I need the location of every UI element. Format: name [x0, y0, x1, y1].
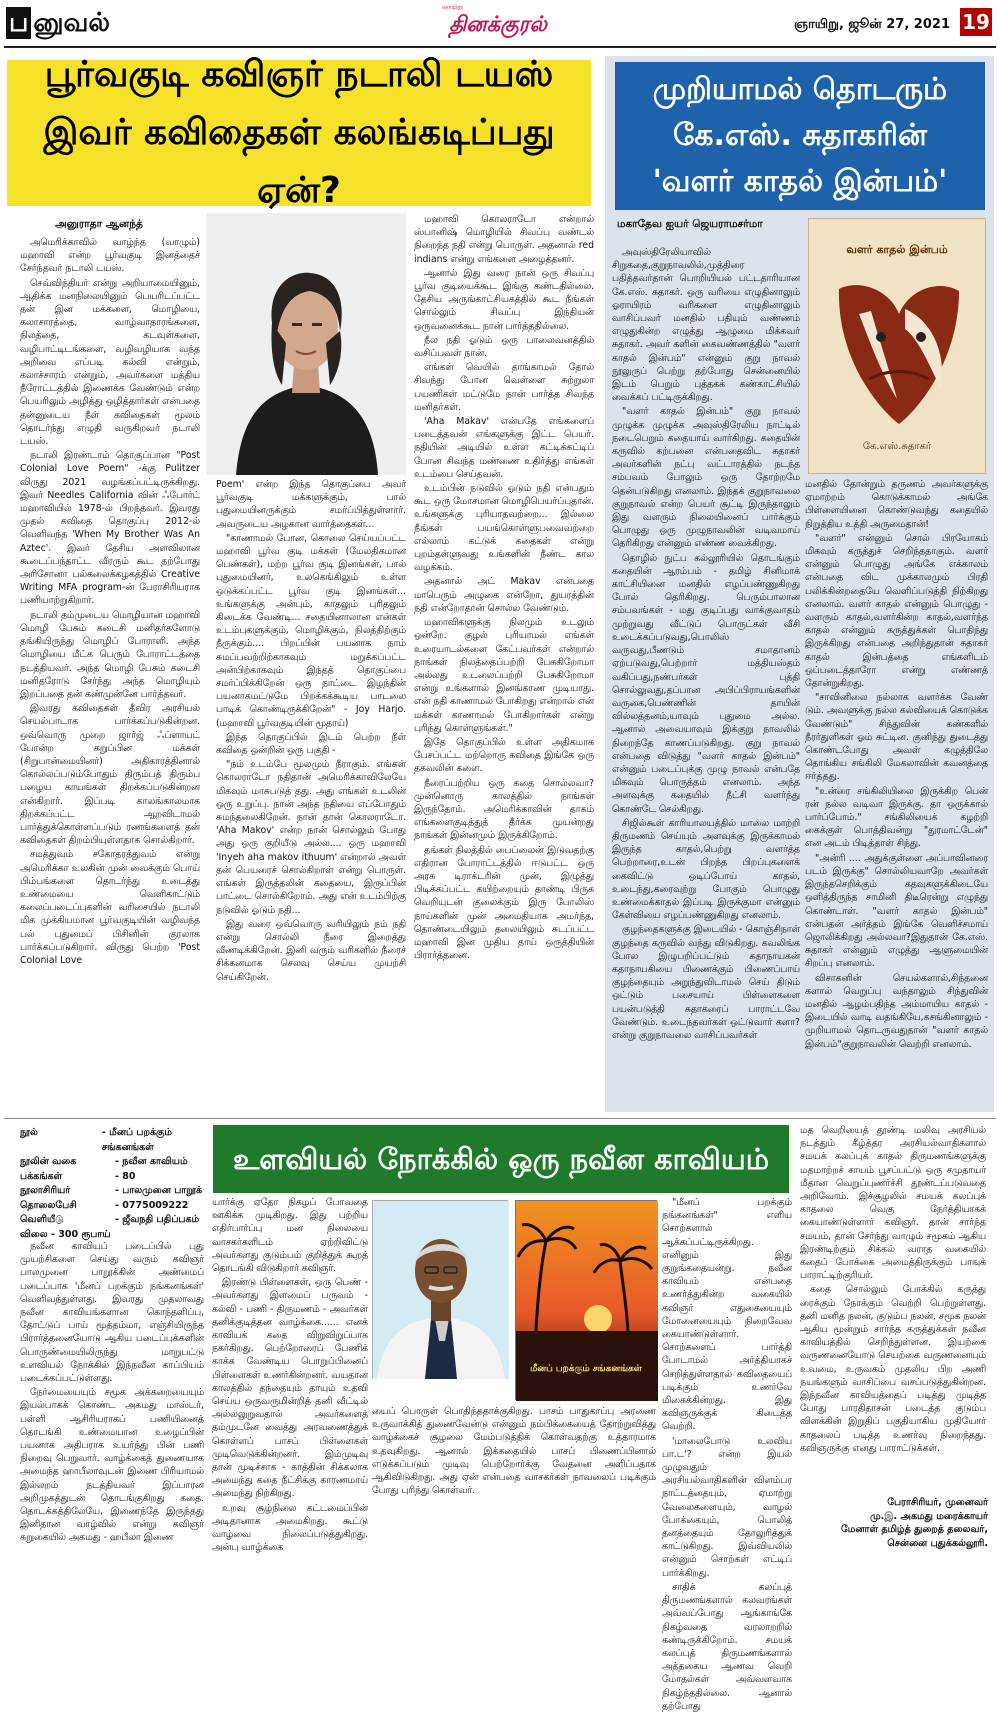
paragraph: சமத்துவம் சகோதரத்துவம் என்று அமெரிக்கா உலகின் முன் வைக்கும் பொய் பிம்பங்களை தொடர்ந்து உடைத்து உண்மையை வெளிகாட்டும் கலைப்படைப்புகளின் வரிசையில் நடாலி மிக முக்கியமான பூர்வகுடியின் வழிவந்த பல் புதுமைப் பிசினின் குரலாக பார்க்கப்படுகிறார். விருது பெற்ற 'Post Colonial Love — [20, 849, 200, 966]
paragraph: உடம்பின் நடுவில் ஓடும் நதி என்பதும் கூட ஒரு மோசமான மொழிபெயர்ப்புதான். உங்களுக்கு புரியாதவற்றை... இல்லை நீங்கள் பயங்கொள்ளுபவைவற்றை எல்லாம் கட்டுக் கதைகள் என்று புறம்தள்ளுவது உங்களின் நீண்ட கால வழக்கம். — [414, 483, 594, 574]
right-headline-line3: 'வளர் காதல் இன்பம்' — [652, 164, 948, 199]
book-info-value: - 80 — [115, 1170, 136, 1182]
paragraph: இந்த தொகுப்பில் இடம் பெற்ற நீள் கவிதை ஒன்றின் ஒரு பகுதி - — [216, 731, 406, 757]
left-article-col3 — [414, 213, 594, 1113]
book-cover — [808, 218, 986, 474]
right-article-col2 — [805, 478, 988, 1104]
paragraph: ஆனால் இது வரை நான் ஒரு சிவப்பு பூர்வ குடியைக்கூட இங்கு கண்டதில்லை. தேசிய அருங்காட்சியகத்தில் கூட நீங்கள் சொல்லும் சிவப்பு இந்தியன் ஒருவனைக்கூட நான் பார்த்ததில்லை. — [414, 267, 594, 332]
bottom-book-cover-title: மீனப் பறக்கும் சங்கனங்கள் — [530, 1364, 642, 1374]
paragraph: 'மாலைபோடு உலவிய பா.ட'? என்ற இயல் முழுவதும் அரசியல்வாதிகளின் விளம்பர நாட்டத்தையும், ஏமாற்று வேலைகளையும், வாழல் போக்கையும், பொலித் தனத்தையும் தோலுரித்துக் காட்டுகிறது. இவ்வியலில் என்னும் சொற்கள் எட்டிப் பார்க்கிறது. — [662, 1435, 792, 1579]
signature-line: பேராசிரியர், முனைவர் — [887, 1497, 988, 1508]
paragraph: கதை சொல்லும் போக்கில் கருத்து ரைக்கும் நோக்கும் வெற்றி பெற்றுள்ளது. தனி மனித நலன், குடும்ப நலன், சமூக நலன் ஆகிய மூன்றும் சார்ந்த கருத்துக்கள் நவீன காவியத்தில் செறிந்துள்ளன. இயற்கை வருணனையோடு செயற்கை வருணனையும் உவமை, உருவகம் முதலிய பிற அணி நயங்களும் வாசிப்பை வசப்படுத்துகின்றன. இந்நவீன காவியத்தைப் படித்து முடித்த போது பாரதிதாசன் படைத்த குடும்ப விளக்கின் இறுதிப் பகுதியாகிய முதியோர் காதலைப் படித்த உணர்வு நிறைந்தது. கவிஞருக்கு எனது பாராட்டுக்கள். — [800, 1284, 986, 1454]
paragraph: தொழில் நுட்ப கல்லூரியில் தொடங்கும் கதையின் ஆரம்பம் - தமிழ் சினிமாக் காட்சியினை மனதில் எழப்பண்ணுகிறது போல் தெரிகிறது. பெரும்பாலான சம்பவங்கள் - மது குடிப்பது வாக்குவாதம் முற்றுவது வீட்டுப் பொருட்கள் வீசி உடைக்கப்படுவது,பொலிஸ் வருவது,பீணடும் சமாதானம் ஏற்படுவது,பெற்றார் மத்தியஸ்தம் வகிப்பது,நண்பர்கள் புத்தி சொல்லுவது,தப்பான அபிப்பிராயங்களின் வருகை,பெண்ணின் தாயின் வில்லத்தனம்,யாவும் புதுமை அல்ல. ஆனால் அவையாவும் இக்குறு நாவலில் நிறைந்தே காணப்படுகிறது. குறு நாவல் என்பதை விடுத்து "வளர் காதல் இன்பம்" என்னும் படைப்புக்கு முழு நாவல் என்பதே மிகவும் பொருத்தம் எனலாம். அந்த அளவுக்கு கதையில் நீட்சி வளர்ந்து கொண்டே செல்கிறது. — [612, 552, 800, 815]
bottom-article-col2 — [212, 1196, 368, 1552]
reviewer-signature — [808, 1496, 988, 1550]
left-article-col1 — [20, 236, 200, 1156]
paragraph: நடாலி தம்முடைய மொழியான மஹாவி மொழி பேசும் கடைசி மனிதர்களோடு தங்கியிருந்து மொழிப் போராளி. அந்த மொழியை மீட்க பெரும் போராட்டத்தை நடத்தியவர். அந்த மொழி பேசும் கடைசி மனிதரோடு சேர்ந்து அந்த மொழியும் இறப்பதை தன் கண்முன்னே பார்த்தவர். — [20, 609, 200, 700]
book-info-value: - நவீன காவியம் — [115, 1156, 188, 1167]
paragraph: நீரைப்பற்றிய ஒரு கதை சொல்லவா? முன்னொரு காலத்தில் நாங்கள் இருந்தோம். அமெரிக்காவின் தாகம் எங்களைகுடித்துத் தீர்க்க முயன்றது நாங்கள் இன்னமும் இருக்கிறோம். — [414, 777, 594, 842]
bottom-article-col3 — [372, 1405, 656, 1552]
book-info-key: நூலின் வகை — [20, 1156, 77, 1167]
paragraph: மஹாவி கொலராடோ என்றால் ஸ்பானிஷ் மொழியில் சிவப்பு வண்டல் நிறைந்த நதி என்று பொருள். அதனால் red indians என்று எங்களை அழைத்தனர். — [414, 214, 594, 265]
paragraph: இதே தொகுப்பில் உள்ள அதிகமாக பேசப்பட்ட மற்றொரு கவிதை இங்கே ஒரு தகவலின் களை. — [414, 736, 594, 775]
book-info-key: பக்கங்கள் — [20, 1170, 63, 1182]
book-info-key: வெளியீடு — [20, 1214, 64, 1225]
bottom-headline-text: உளவியல் நோக்கில் ஒரு நவீன காவியம் — [232, 1142, 770, 1176]
paragraph: இரண்டு பிள்ளைகள், ஒரு பெண் - அவர்களது இளமைப் பருவம் - கல்வி - பணி - திருமணம் - அவர்கள் தனிக்குடித்தன வாழ்க்கை...... எனக் காவியக் கதை விறுவிறுப்பாக நகர்கிறது. பெற்றோரைப் பேணிக் காக்க வேண்டிய பொறுப்பினைப் பிள்ளைகள் உணர்கின்றனர். வயதான காலத்தில் தந்தையும் தாயும் உதவி செய்ய ஒருவருமின்றித் தனி வீட்டில் அல்லலுறுவதால் அவர்களைத் தம்முடனே வைத்து அரவணைத்துக் கொள்ளப் பாசப் பிள்ளைகள் முடிவெடுக்கின்றனர். இம்முடிவு தான் முடிச்சாக - காத்தின் சிக்கலாக அமைந்து கதை நீட்சிக்கு காரணமாய் அமைந்து நிற்கிறது. — [212, 1277, 369, 1500]
paragraph: நீல நதி ஓடும் ஒரு பாலைவனத்தில் வசிப்பவள் நான். — [414, 334, 594, 360]
paragraph: நேர்மையையும் சமூக அக்கறையையும் இயல்பாகக் கொண்ட அகமது மாஸ்டர், பள்ளி ஆசிரியராகப் பணியினைத் தொடங்கி உண்மையான உழைப்பின் பயனாக அதிபராக உயர்ந்து பின் பணி நிறைவு பெறுவார். வாழ்க்கைத் துணையாக அமைந்த ஹாபீலாவுடன் இணை பிரியாமல் இல்லறம் நடத்தியவர் இப்பாரன அறிமுகத்துடன் தொடங்குகிறது கதை. தொடக்கத்திலேயே, இணைந்தே இருந்தது இனிதான வாழ்வில் என்று கவிஞர் சுறுகையில் அகமது - ஹபீலா இணை — [20, 1387, 204, 1544]
book-info-row — [20, 1213, 210, 1228]
book-info-value: - பாலமுனை பாறூக் — [115, 1185, 203, 1196]
right-headline-line1: முறியாமல் தொடரும் — [652, 72, 948, 107]
paragraph: மனதில் தோன்றும் தருணம் அவர்களுக்கு ஏமாற்றம் கொடுக்காமல் அங்கே பிள்ளையினை கொண்டுவந்து கதையில் நிறுத்திய உத்தி அருமைதான்! — [805, 479, 988, 530]
left-headline-line1: பூர்வகுடி கவிஞர் நடாலி டயஸ் — [44, 54, 554, 95]
section-divider — [4, 1118, 996, 1119]
left-headline — [7, 54, 591, 211]
book-info-key: விலை - 300 ரூபாய் — [20, 1228, 111, 1240]
section-title — [6, 5, 110, 41]
paragraph: சிஜில்கூள் காரியாலயத்தில் மாலை மாற்றி திருமணம் செய்யும் அளவுக்கு இருக்காமல் இருந்த காதல்,பெற்று வளர்த்த பெற்றாரை,உடன் பிறந்த பிறப்புகளைக் கைவிட்டு ஒடிப்போய் காதல், உடைந்து,கரைவுற்று போகும் பொழுது உண்மைக்காதல் இப்படி இருக்குமா என்னும் கேள்வியை எழப்பண்ணுகிறது எனலாம். — [612, 817, 800, 922]
page-number: 19 — [960, 8, 992, 36]
author-photo — [372, 1200, 508, 1378]
book-info-row — [20, 1184, 210, 1199]
author-portrait-illustration — [373, 1201, 509, 1379]
book-info-key: நூல் — [20, 1127, 38, 1138]
left-article-col2 — [216, 478, 406, 1113]
paragraph: குழந்தைகளுக்கு இடையில் - கொஞ்சிநாள் குழந்தை கருவில் வந்து விடுகிறது. கவலிங்க போல இழுபறிப்பட்டும் கதாநாயகன் கதாநாயகியை பிணைக்கும் பிணைப்பாய் குழந்தையும் அறுந்துவிடாமல் செய் திடும் ஒட்டும் பசையாய் பிள்ளைகளை பயன்படுத்தி சுதாகரைப் பாராட்டவே வேண்டும். உடைந்தவர்கள் ஒட்டுவார் களா?என்று குறுநாவலை வாசிப்பவர்கள் — [612, 924, 800, 1041]
bottom-article-col5 — [800, 1124, 986, 1492]
right-article-col1 — [612, 246, 800, 1104]
paragraph: "மீனப் பறக்கும் நங்கனங்கள்" எளிய சொற்களால் ஆக்கப்பட்டிருக்கிறது. எனினும் இது குறுங்கதையன்று. நவீன காவியம் என்பதை உணர்த்துகின்ற வகையில் கவிஞர் எதுகையையும் மோனையையும் நிறைவேவ கையாண்டுள்ளார். சொற்களைப் பார்த்தி போடாமல் அர்த்தியாகச் செறித்துள்ளதால் கவிதையைப் படிக்கும் உணர்வே மிகைக்கின்றது. இது கவிஞருக்குக் கிடைத்த வெற்றி. — [662, 1197, 792, 1433]
paragraph: "காணாமல் போன, கொலை செய்யப்பட்ட மஹாவி பூர்வ குடி மக்கள் (மேலதிகமான பெண்கள்), மற்ற பூர்வ குடி இனங்கள், பால் புதுமையினர், உலகெங்கிலும் உள்ள ஒடுக்கப்பட்ட பூர்வ குடி இனங்கள்... உங்களுக்கு அன்பும், காதலும் புரிதலும் கிடைக்க வேண்டி... சதையினாலான என்கள் உடம்புகளுக்கும், மொழிக்கும், நிலத்திற்கும் நீருக்கும்.... பிறப்பின் பயனாக நாம் சுமப்பவற்றிற்காகவும் மறுக்கப்பட்ட அன்பிற்காகவும் இந்தத் தொகுப்பை சமர்ப்பிக்கிறேன் ஒரு நாட்டை இழந்தின் பயனாகமட்டுமே பிறக்கக்கூடிய பாடலை பாடிக் கொண்டிருக்கிறேன்" - Joy Harjo. (மஹாவி பூர்வகுடியின் மூதாய்) — [216, 532, 406, 729]
right-headline-line2: கே.எஸ். சுதாகரின் — [672, 118, 928, 153]
book-info-row — [20, 1155, 210, 1170]
newspaper-logo-name: தினக்குரல் — [449, 11, 547, 36]
book-info-box — [20, 1126, 210, 1240]
section-title-rest: னுவல் — [33, 8, 110, 38]
bottom-article-col4 — [662, 1196, 792, 1712]
paragraph: சாதிக் கலப்புத் திருமணங்களால் கலவரங்கள் அவ்வப்போது ஆங்காங்கே நிகழ்வதை வரலாறறில் கண்டிருக்கிறோம். சமயக் கலப்புத் திருமணங்களால் அத்தகைய ஆணவ வெறி மோதல்கள் அவ்வளவாக நிகழ்ந்ததில்லை. ஆனால் தற்போது — [662, 1581, 792, 1712]
book-info-row — [20, 1199, 210, 1214]
paragraph: விசாகனின் செயல்களால்,சிந்தனை களால் வெறுப்பு வந்தாலும் சிந்துவின் மனதில் ஆழம்பதிந்த அம்மாயிய காதல் - இடையில் வாடி வதங்கியே,கசங்கினாலும் - முறியாமல் தொடருவதுதான் "வளர் காதல் இன்பம்"குறுநாவலின் வெற்றி எனலாம். — [805, 972, 988, 1050]
section-title-mark: ப — [6, 7, 31, 39]
book-info-value: - 0775009222 — [115, 1199, 189, 1211]
paragraph: அதனால் அட் Makav என்பதை மாபெரும் அழுகை என்றோ, துயரத்தின் நதி என்றோதான் சொல்ல வேண்டும். — [414, 576, 594, 614]
left-headline-line2: இவர் கவிதைகள் கலங்கடிப்பது ஏன்? — [43, 112, 555, 211]
paragraph: யைப் பொருள் பொதிந்ததாக்குகிறது. பாசம் பாதுகாப்பு அரணை உருவாக்கித் துணைவேன்டு என்னும் நம்பிக்கையைத் தோற்றுவித்து வாழ்க்கைச் சூழலை மேம்படுத்திக் கொள்வதற்கு உத்தாரமாக உதவுகிறது. ஆனால் இக்கதையில் பாசப் பிணைப்பினால் எடுக்கப்படும் முடிவு பெற்றோர்க்கு வேதனை அளிப்பதாக ஆகிவிடுகிறது. அது ஏன் என்பதை வாசகர்கள் நாவலைப் படிக்கும் போது புரிந்து கொள்வர். — [372, 1406, 656, 1497]
newspaper-logo-small: ஞாயிறு — [442, 4, 463, 11]
paragraph: அமெரிக்காவில் வாழ்ந்த (வாழும்) மஹாவி என்ற பூர்வகுடி இனத்தைச் சேர்ந்தவர் நடாலி டயஸ். — [20, 237, 200, 275]
signature-line: சென்னை புதுக்கல்லூரி. — [887, 1537, 988, 1549]
paragraph: "வளர் காதல் இன்பம்" குறு நாவல் முழுக்க முழுக்க அவுஸ்திரேலிய நாட்டில் நடைபெறும் கதையாய் வார்கிறது. கதையின் கருவில் கற்பனை என்பதைவிட சுதாகர் அவர்களின் நட்பு வட்டாரத்தில் நடந்த சம்பவம் போலும் ஒரு தோற்றமே தென்படுகிறது எனலாம். இந்தக் குறுநாவலை குறுநாவல் என்ற பெயர் சூட்டி இருந்தாலும் இது வளரும் நிலையினைப் பார்க்கும் பொழுது ஒரு முழுநாவலின் வடிவமாய் தெரிகிறது என்னும் எண்ண வைக்கிறது. — [612, 406, 800, 550]
bottom-book-cover — [515, 1200, 657, 1400]
right-byline: மகாதேவ ஐயர் ஜெயராமசர்மா — [617, 218, 763, 230]
paragraph: எங்கள் வெயில் தாங்காமல் தோல் சிவந்து போன வெள்ளை சுற்றுலா பயணிகள் மட்டுமே நான் பார்த்த சிவந்த மனிதர்கள். — [414, 362, 594, 413]
signature-line: மேனாள் தமிழ்த் துறைத் தலைவர், — [840, 1524, 988, 1535]
book-info-row — [20, 1170, 210, 1185]
paragraph: "வளர்" என்னும் சொல் பிரயோகம் மிகவும் கருத்துச் செறிந்ததாகும். வளர் என்னும் பொழுது அங்கே எக்காலம் என்பதை விட முக்காலமும் பிரதி பலிக்கின்றதையே வெளிப்படுத்தி நிற்கிறது எனலாம். வளர் காதல் என்னும் பொழுது - வளரும் காதல்,வளர்கின்ற காதல்,வளர்ந்த காதல் என்னும் கருத்துக்கள் பொதிந்து இருக்கிறது என்பதை அறிந்துதான் சுதாகர் காதல் இன்பத்தை எங்களிடம் ஒப்படைத்தாரோ என்று எண்ணத் தோன்றுகிறது. — [805, 532, 988, 690]
paragraph: யார்க்கு ஏதோ நிகழப் போவதை ஊகிக்க முடிகிறது. இது பற்றிய எதிர்பார்ப்பு மன நிலையை வாசகர்களிடம் ஏற்றிவிட்டு அவர்களது குடும்பம் குறித்துக் கூறத் தொடங்கி விடுகிறார் கவிஞர். — [212, 1197, 368, 1275]
book-cover-author: கே.எஸ்.சுதாகர் — [862, 441, 932, 452]
book-info-key: தொலைபேசி — [20, 1199, 77, 1211]
left-byline: அனுராதா ஆனந்த் — [55, 218, 143, 230]
paragraph: உறவு சூழ்நிலை கட்டமைப்பின் அடிதானாக அமைகிறது. கூட்டு வாழ்வை நிலைப்படுத்துகிறது. அன்பு வாழ்க்கை — [212, 1502, 368, 1554]
paragraph: "நம் உடம்பே மூலமும் நீராகும். எங்கள் கொலராடோ நதிதான் அமெரிக்காவிலேயே மிகவும் மாசுபடுத் தது. அது எங்கள் உடலின் ஒரு உறுப்பு. நான் அந்த நதியை எப்போதும் சுமந்தலைகிறேன். நான் தான் கொலராடோ. 'Aha Makov' என்ற நான் சொல்லும் போது அது ஒரு குறியீடு அல்ல.... ஒரு மஹாவி 'Inyeh aha makov ithuum' என்றால் அவள் தன் பெயரைச் சொல்கிறாள் என்று பொருள். எங்கள் இருத்தலின் கதையை, இருப்பின் பாட்டை சொல்கிறோம். அது என் உடம்பிற்கு நடுவில் ஓடும் நதி... — [216, 759, 406, 916]
paragraph: அவுஸ்திரேலியாவில் சிறுகதை,குறுநாவலில்,முத்திரை பதித்தவர்தான் பொறியியல் பட்டதாரியான கே.எஸ். சுதாகர். ஒரு வரியை எழுதினாலும் ஓராயிரம் வரிகளை எழுதினாலும் வாசிப்பவர் மனதில் பதியும் வண்ணம் எழுதுகின்ற எழுத்து ஆழுமை மிக்கவர் சுதாகர். அவர் களின் கைவண்ணத்தில் "வளர் காதல் இன்பம்" என்னும் குறு நாவல் நூலுருப் பெற்று தற்போது சென்னையில் இடம் பெறும் புத்தகக் கண்காட்சியில் வைக்கப் பட்டிருக்கிறது. — [612, 247, 800, 404]
poet-portrait-illustration — [206, 213, 406, 475]
paragraph: Poem' என்ற இந்த தொகுப்பை அவர் பூர்வகுடி மக்களுக்கும், பால் புதுமையினருக்கும் சமர்ப்பித்துள்ளார். அவருடைய அழகான வார்த்தைகள்... — [216, 479, 406, 530]
book-info-row — [20, 1126, 210, 1155]
paragraph: செவ்விந்தியர் என்று அறியாமையினும், ஆதிக்க மனநிலையினும் பெயரிடப்பட்ட தன் இன மக்களை, மொழியை, கலாசாரத்தை, வாழ்வாதாரங்களை, நிலத்தை, கடவுள்களை, வழிபாட்டிடங்களை, வழிவழியாக வந்த அறிவை எப்படி கல்வி என்றும், கலாச்சாரம் என்றும், அவர்களை மத்திய நீரோட்டத்தில் இணைக்க வேண்டும் என்ற பெயரிலும் அழித்து ஒழித்தார்கள் என்பதை தன்னுடைய நீள் கவிதைகள் மூலம் தொடர்ந்து எழுதி வருகிறவர் நடாலி டயஸ். — [20, 277, 200, 448]
paragraph: தங்கள் நிலத்தில் பைப்லைன் இடுவதற்கு எதிரான போராட்டத்தில் ஈடுபட்ட ஒரு அரசு டிராக்டரின் முன், இழுத்து பிடிக்கப்பட்ட கயிற்றையும் தாண்டி பிருக வெறியுடன் குலைக்கும் இரு போலிஸ் நாய்களின் முன் அமைதியாக அமர்ந்த, தொண்டையிலும் தலையிலும் சுடப்பட்ட மஹாவி இன முதிய தாய் ஒருத்தியின் பிரார்த்தனை. — [414, 844, 594, 962]
paragraph: மஹாவிகளுக்கு நிலமும் உடலும் ஒன்றே. குழல் புரியாமல் எங்கள் உரையாடல்களை கேட்பவர்கள் என்றால் நாங்கள் நிலத்தைப்பற்றி பேசுகிறோமா அல்லது உடலைப்பற்றி பேசுகிறோமா என்று உங்களால் இனங்காண முடியாது. என் நதி காணாமல் போகிறது என்றால் என் மக்கள் காணாமல் போகிறார்கள் என்று புரிந்து கொள்ளுங்கள்." — [414, 617, 594, 734]
paragraph: மத வெறியைத் தூண்டி மலிவு அரசியல் நடத்தும் கீழ்த்தர அரசியல்வாதிகளால் சமயக் கலப்புக் காதல் திருமணங்களுக்கு மதமாற்றச் சாயம் பூசப்பட்டு ஒரு சமுதாயர் மீதான வெறுப்புணர்ச்சி தூண்டப்படுவதை அறிவோம். இச்சூழலில் சமயக் கலப்புக் காதலை வெகு நேர்த்தியாகக் கையாண்டுள்ளார் கவிஞர். தான் சார்ந்த சமயம், தான் சேர்ந்து வாழும் சமூகம் ஆகிய இரண்டிற்கும் சிக்கல் வராத வகையில் கதைப் போக்கை அமைத்திருக்கும் பாஙுக் பாராட்டிற்குரியர். — [800, 1125, 986, 1282]
paragraph: இது வரை ஒவ்வொரு வரியிலும் நம் நதி என்று சொல்லி நீரை இறைத்து வீணடிக்கிறேன். இனி வரும் வரிகளில் நீரைச் சிக்கனமாக செலவு செய்ய முயற்சி செய்கிறேன். — [216, 918, 406, 983]
book-cover-title: வளர் காதல் இன்பம் — [846, 243, 948, 256]
paragraph: 'Aha Makav' என்பதே எங்களைப் படைத்தவன் எங்களுக்கு இட்ட பெயர். நதியின் அடியில் உள்ள கட்டிக்கட்டிப் போன சிவந்த மண்ணை உதிர்த்து எங்கள் உடம்பை செய்தவன். — [414, 416, 594, 480]
paragraph: இவரது கவிதைகள் தீவிர அரசியல் செயல்பாடாக பார்க்கப்படுகின்றன. ஒவ்வொரு முறை ஜார்ஜ் ஃப்ளாயட் போன்ற கறுப்பின மக்கள் (சிறுபான்மையினர்) அதிகாரத்தினால் கொல்லப்படும்போதும் திரும்பத் திரும்ப பழைய காயங்கள் திறக்கப்படுகின்றன என்கிறார். இப்படி காலங்காலமாக திறக்கப்பட்ட ஆறவிடாமல் பார்த்துக்கொள்ளப்படும் ரணங்களைத் தன் கவிதைகள் திறம்பியுள்ளதாக சொல்கிறார். — [20, 703, 200, 847]
bottom-article-col1 — [20, 1240, 204, 1552]
paragraph: "உன்ரை சங்கிலியிலை இருக்கிற பென் ரன் நல்ல வடிவா இருக்கு. தா ஒருக்கால் பார்ப்போம்." சங்கிலியைக் கழற்றி கைக்குள் பொத்திவன்று "துரமாட்டேன்" என அடம் பிடித்தாள் சிந்து. — [805, 785, 988, 850]
issue-date: ஞாயிறு, ஜூன் 27, 2021 — [794, 17, 950, 32]
poet-photo — [206, 213, 406, 475]
book-info-key: நூலாசிரியர் — [20, 1185, 71, 1196]
signature-line: மு.இ. அகமது மரைக்காயர் — [870, 1510, 988, 1522]
paragraph: நடாலி இரண்டாம் தொகுப்பான "Post Colonial Love Poem" -க்கு Pulitzer விருது 2021 வழங்கப்பட்டிருக்கிறது. இவர் Needles California வின் ஃபோர்ட் மஹாவியில் 1978-ல் பிறந்தவர். இவரது முதல் கவிதை தொகுப்பு 2012-ல் வெளிவந்த 'When My Brother Was An Aztec'. இவர் தேசிய அளவிலான கூடைப்பந்தாட்ட வீரரும் கூட தற்போது அரிசோனா பல்கலைக்கழகத்தில் Creative Writing MFA program-ன் பேராசிரியராக பணியாற்றுகிறார். — [20, 450, 200, 607]
paragraph: நவீன காவியப் படைப்பில் புது முயற்சிகளை செய்து வரும் கவிஞர் பாலமுனை பாறூக்கின் அண்மைப் படைப்பாக 'மீனப் பறக்கும் நங்கனங்கள்' வெளிவந்துள்ளது. இவரது முதலாவது நவீன காவியங்களான கொந்தளிப்பு, தோட்டுப் பாய் மூத்தம்மா, எஞ்சியிருந்த பிரார்த்தனையோடு ஆகிய படைப்புக்களின் பொருண்மையிலிருந்து மாறுபட்டு உளவியல் நோக்கில் இந்நவீன காப்பியம் படைக்கப்பட்டுள்ளது. — [20, 1241, 204, 1385]
right-headline — [615, 62, 985, 210]
newspaper-logo — [428, 4, 568, 42]
bottom-headline — [213, 1125, 789, 1193]
book-cover-art — [809, 219, 987, 475]
paragraph: "அன்ரி .... அதுக்குள்ளை அப்பாவினரை படம் இருக்கு" சொல்லியவாறே அவர்கள் இருந்தசெறிக்கும் கதவுகளுக்கிடையே ஒளித்திருந்த சாமினி திடீரென்று எழுந்து கொண்டாள். "வளர் காதல் இன்பம்" என்பதன் அர்த்தம் இங்கே வெளிச்சமாய் ஜொலிக்கிறது அல்லவா?இதுதான் கே.எஸ். சுதாகர் என்னும் எழுத்து ஆளுமையின் சிறப்பு எனலாம். — [805, 852, 988, 970]
paragraph: "சாவினிலை நல்லாக வளர்க்க வேண் டும். அவளுக்கு நல்ல கல்வியைக் கொடுக்க வேண்டும்" சிந்துவின் கண்களில் நீரர்துளிகள் ஓம் சுட்டின. குனிந்து துடைத்து கொண்டபோது அவள் கழுத்திலே தொங்கிய சங்கிலி மேகலாவின் கவனத்தை ஈர்த்தது. — [805, 692, 988, 783]
book-info-value: - ஜீவநதி பதிப்பகம் — [115, 1214, 200, 1225]
book-info-value: - மீனப் பறக்கும் சங்கனங்கள் — [101, 1127, 173, 1153]
